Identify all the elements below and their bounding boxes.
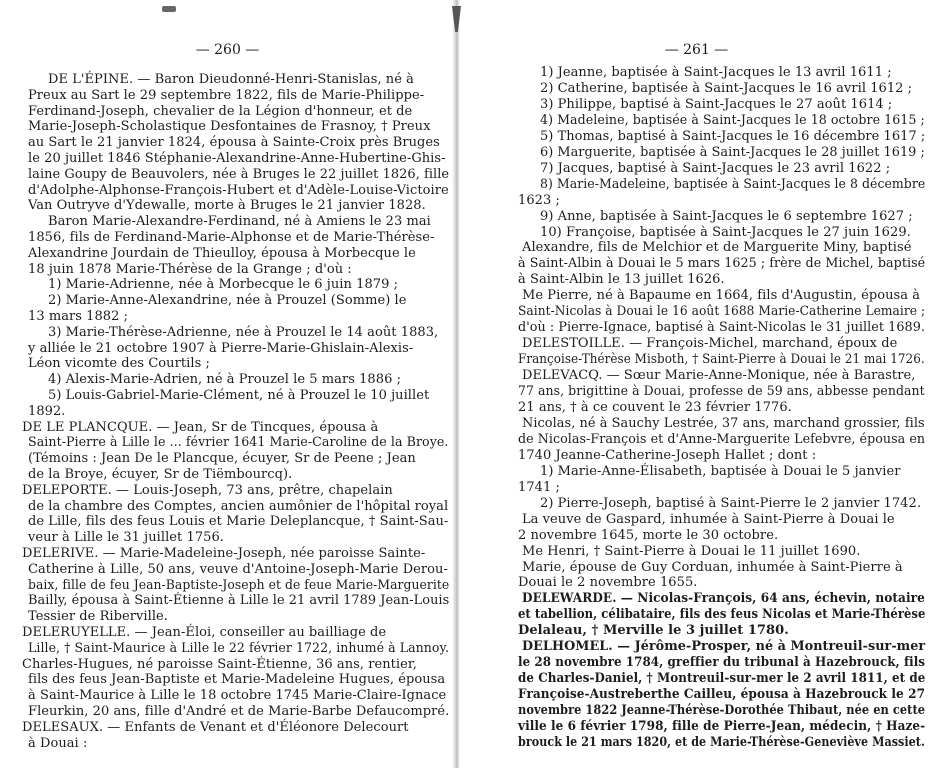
text-line: baix, fille de feu Jean-Baptiste-Joseph et de feue Marie-Marguerite <box>28 577 450 593</box>
text-line: 5) Thomas, baptisé à Saint-Jacques le 16 décembre 1617 ; <box>540 128 926 144</box>
text-line: d'Adolphe-Alphonse-François-Hubert et d'Adèle-Louise-Victoire <box>28 182 449 198</box>
text-line: 4) Madeleine, baptisée à Saint-Jacques le 18 octobre 1615 ; <box>540 112 925 128</box>
text-line: 13 mars 1882 ; <box>28 309 129 324</box>
text-line: Alexandrine Jourdain de Thieulloy, épousa à Morbecque le <box>28 245 416 261</box>
text-line: La veuve de Gaspard, inhumée à Saint-Pierre à Douai le <box>522 511 895 527</box>
text-line: 2) Pierre-Joseph, baptisé à Saint-Pierre le 2 janvier 1742. <box>540 495 922 511</box>
text-line: 10) Françoise, baptisée à Saint-Jacques le 27 juin 1629. <box>540 224 911 240</box>
text-line: au Sart le 21 janvier 1824, épousa à Sainte-Croix près Bruges <box>28 135 440 151</box>
text-line: DELERUYELLE. — Jean-Éloi, conseiller au bailliage de <box>22 625 387 640</box>
text-line: 1892. <box>28 403 66 419</box>
text-line: Charles-Hugues, né paroisse Saint-Étienne, 36 ans, rentier, <box>22 656 417 672</box>
text-line: Delaleau, † Merville le 3 juillet 1780. <box>518 623 789 639</box>
text-line: Françoise-Thérèse Misboth, † Saint-Pierre à Douai le 21 mai 1726. <box>518 352 925 368</box>
text-line: DELHOMEL. — Jérôme-Prosper, né à Montreuil-sur-mer <box>522 639 926 655</box>
text-line: Françoise-Austreberthe Cailleu, épousa à Hazebrouck le 27 <box>518 687 926 702</box>
text-line: 8) Marie-Madeleine, baptisée à Saint-Jacques le 8 décembre <box>540 176 926 192</box>
text-line: d'où : Pierre-Ignace, baptisé à Saint-Nicolas le 31 juillet 1689. <box>518 320 926 336</box>
text-line: 2) Marie-Anne-Alexandrine, née à Prouzel (Somme) le <box>48 293 407 309</box>
text-line: Me Henri, † Saint-Pierre à Douai le 11 juillet 1690. <box>522 543 861 559</box>
text-line: DE L'ÉPINE. — Baron Dieudonné-Henri-Stanislas, né à <box>48 72 414 87</box>
text-line: 6) Marguerite, baptisée à Saint-Jacques le 28 juillet 1619 ; <box>540 144 925 160</box>
text-line: y alliée le 21 octobre 1907 à Pierre-Marie-Ghislain-Alexis- <box>28 340 414 356</box>
text-line: 1) Jeanne, baptisée à Saint-Jacques le 13 avril 1611 ; <box>540 65 892 80</box>
text-line: 5) Louis-Gabriel-Marie-Clément, né à Prouzel le 10 juillet <box>48 388 430 403</box>
text-line: 2 novembre 1645, morte le 30 octobre. <box>518 527 779 543</box>
text-line: Alexandre, fils de Melchior et de Marguerite Miny, baptisé <box>522 240 912 256</box>
text-line: Ferdinand-Joseph, chevalier de la Légion d'honneur, et de <box>28 103 413 119</box>
text-line: le 28 novembre 1784, greffier du tribunal à Hazebrouck, fils <box>518 655 926 671</box>
text-line: 1856, fils de Ferdinand-Marie-Alphonse et de Marie-Thérèse- <box>28 230 435 245</box>
text-line: novembre 1822 Jeanne-Thérèse-Dorothée Thibaut, née en cette <box>518 703 926 718</box>
text-line: et tabellion, célibataire, fils des feus Nicolas et Marie-Thérèse <box>518 607 926 623</box>
text-line: 7) Jacques, baptisé à Saint-Jacques le 23 avril 1622 ; <box>540 160 891 176</box>
text-line: DELEWARDE. — Nicolas-François, 64 ans, échevin, notaire <box>522 591 925 607</box>
text-line: Douai le 2 novembre 1655. <box>518 575 698 591</box>
text-line: fils des feus Jean-Baptiste et Marie-Madeleine Hugues, épousa <box>28 672 446 688</box>
text-line: le 20 juillet 1846 Stéphanie-Alexandrine-Anne-Hubertine-Ghis- <box>28 151 446 166</box>
text-line: DELESAUX. — Enfants de Venant et d'Éléonore Delecourt <box>22 719 409 735</box>
text-line: 9) Anne, baptisée à Saint-Jacques le 6 septembre 1627 ; <box>540 208 913 224</box>
text-line: Tessier de Riberville. <box>28 609 168 625</box>
text-line: Marie-Joseph-Scholastique Desfontaines de Frasnoy, † Preux <box>28 119 431 135</box>
text-line: 1740 Jeanne-Catherine-Joseph Hallet ; dont : <box>518 447 817 463</box>
text-line: Saint-Pierre à Lille le ... février 1641 Marie-Caroline de la Broye. <box>28 435 449 451</box>
text-line: de la chambre des Comptes, ancien aumônier de l'hôpital royal <box>28 498 449 514</box>
text-line: 3) Philippe, baptisé à Saint-Jacques le 27 août 1614 ; <box>540 96 893 112</box>
text-line: veur à Lille le 31 juillet 1756. <box>28 530 224 546</box>
text-line: Nicolas, né à Sauchy Lestrée, 37 ans, marchand grossier, fils <box>522 415 925 431</box>
text-line: DE LE PLANCQUE. — Jean, Sr de Tincques, épousa à <box>22 419 379 435</box>
text-line: Saint-Nicolas à Douai le 16 août 1688 Marie-Catherine Lemaire ; <box>518 304 926 320</box>
text-line: DELEPORTE. — Louis-Joseph, 73 ans, prêtre, chapelain <box>22 482 393 498</box>
text-line: DELERIVE. — Marie-Madeleine-Joseph, née paroisse Sainte- <box>22 546 426 561</box>
text-line: Catherine à Lille, 50 ans, veuve d'Antoine-Joseph-Marie Derou- <box>28 561 448 577</box>
text-line: Marie, épouse de Guy Corduan, inhumée à Saint-Pierre à <box>522 559 903 575</box>
text-line: Baron Marie-Alexandre-Ferdinand, né à Amiens le 23 mai <box>48 214 431 230</box>
text-line: DELESTOILLE. — François-Michel, marchand, époux de <box>522 336 898 352</box>
text-line: 1623 ; <box>518 192 560 208</box>
text-line: 4) Alexis-Marie-Adrien, né à Prouzel le 5 mars 1886 ; <box>48 372 402 388</box>
text-line: 1741 ; <box>518 479 560 495</box>
text-line: 1) Marie-Adrienne, née à Morbecque le 6 juin 1879 ; <box>48 277 399 293</box>
text-line: 1) Marie-Anne-Élisabeth, baptisée à Douai le 5 janvier <box>540 463 901 479</box>
text-line: 3) Marie-Thérèse-Adrienne, née à Prouzel le 14 août 1883, <box>48 324 439 340</box>
text-line: DELEVACQ. — Sœur Marie-Anne-Monique, née à Barastre, <box>522 368 916 384</box>
text-line: Van Outryve d'Ydewalle, morte à Bruges le 21 janvier 1828. <box>28 198 426 214</box>
page-number: — 261 — <box>664 42 729 58</box>
text-line: de Charles-Daniel, † Montreuil-sur-mer le 2 avril 1811, et de <box>518 671 926 687</box>
text-line: Lille, † Saint-Maurice à Lille le 22 février 1722, inhumé à Lannoy. <box>28 640 450 656</box>
text-line: Bailly, épousa à Saint-Étienne à Lille le 21 avril 1789 Jean-Louis <box>28 593 450 609</box>
text-line: Me Pierre, né à Bapaume en 1664, fils d'Augustin, épousa à <box>522 288 921 304</box>
text-line: (Témoins : Jean De le Plancque, écuyer, Sr de Peene ; Jean <box>28 451 416 467</box>
text-line: brouck le 21 mars 1820, et de Marie-Thérèse-Geneviève Massiet. <box>518 734 925 750</box>
text-line: laine Goupy de Beauvolers, née à Bruges le 22 juillet 1826, fille <box>28 166 450 182</box>
text-line: de la Broye, écuyer, Sr de Tiëmbourcq). <box>28 467 293 482</box>
text-line: Preux au Sart le 29 septembre 1822, fils de Marie-Philippe- <box>28 87 425 103</box>
text-line: à Saint-Maurice à Lille le 18 octobre 1745 Marie-Claire-Ignace <box>28 688 447 704</box>
text-line: 21 ans, † à ce couvent le 23 février 1776. <box>518 399 792 415</box>
text-line: 18 juin 1878 Marie-Thérèse de la Grange ; d'où : <box>28 261 352 277</box>
text-line: à Saint-Albin le 13 juillet 1626. <box>518 272 725 288</box>
page-number: — 260 — <box>195 42 260 58</box>
right-page <box>462 0 931 768</box>
text-line: Léon vicomte des Courtils ; <box>28 356 210 372</box>
text-line: 77 ans, brigittine à Douai, professe de 59 ans, abbesse pendant <box>518 384 925 399</box>
text-line: Fleurkin, 20 ans, fille d'André et de Marie-Barbe Defaucompré. <box>28 704 450 719</box>
text-line: de Nicolas-François et d'Anne-Marguerite Lefebvre, épousa en <box>518 431 926 447</box>
text-line: ville le 6 février 1798, fille de Pierre-Jean, médecin, † Haze- <box>518 718 926 734</box>
left-page <box>0 0 455 768</box>
text-line: à Saint-Albin à Douai le 5 mars 1625 ; frère de Michel, baptisé <box>518 256 926 272</box>
text-line: à Douai : <box>28 735 88 751</box>
text-line: de Lille, fils des feus Louis et Marie Deleplancque, † Saint-Sau- <box>28 514 449 530</box>
text-line: 2) Catherine, baptisée à Saint-Jacques le 16 avril 1612 ; <box>540 81 913 96</box>
